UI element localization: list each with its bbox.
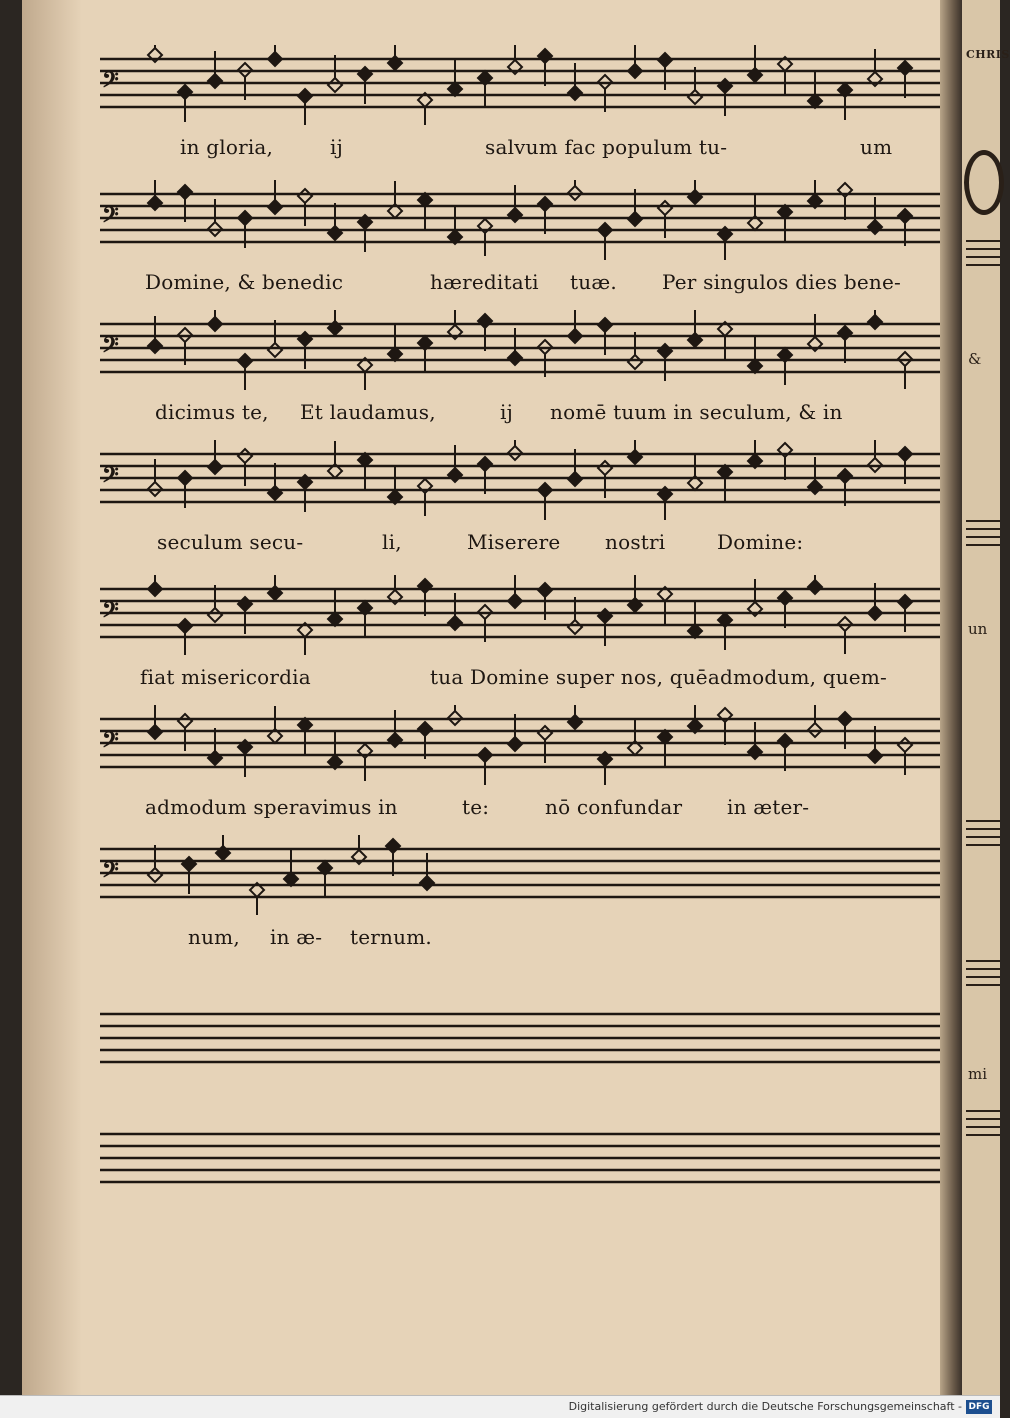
funding-credit: Digitalisierung gefördert durch die Deutsche Forschungsgemeinschaft - — [568, 1400, 962, 1413]
note-head — [298, 332, 312, 346]
clef-icon: 𝄢 — [102, 68, 119, 98]
note-head — [808, 480, 822, 494]
note-head — [658, 344, 672, 358]
note-head — [182, 857, 196, 871]
note-head — [298, 89, 312, 103]
clef-icon: 𝄢 — [102, 333, 119, 363]
note-head — [268, 343, 282, 357]
note-head — [148, 868, 162, 882]
note-head — [628, 355, 642, 369]
staff-lines — [100, 1000, 940, 1080]
note-head — [688, 90, 702, 104]
lyric-text: fiat misericordia — [140, 665, 311, 689]
note-head — [898, 595, 912, 609]
note-head — [838, 326, 852, 340]
note-head — [508, 351, 522, 365]
lyric-text: nostri — [605, 530, 666, 554]
note-head — [448, 616, 462, 630]
staff — [100, 310, 940, 390]
note-head — [598, 223, 612, 237]
clef-icon: 𝄢 — [102, 598, 119, 628]
staff — [100, 440, 940, 520]
lyric-text: Miserere — [467, 530, 561, 554]
music-system — [100, 440, 940, 570]
book-gutter — [940, 0, 962, 1395]
note-head — [508, 208, 522, 222]
lyric-text: tua Domine super nos, quēadmodum, quem- — [430, 665, 887, 689]
music-system — [100, 835, 940, 965]
note-head — [808, 580, 822, 594]
note-head — [598, 461, 612, 475]
note-head — [148, 582, 162, 596]
note-head — [868, 606, 882, 620]
empty-staff — [100, 1000, 940, 1080]
note-head — [178, 619, 192, 633]
note-head — [718, 79, 732, 93]
note-head — [208, 317, 222, 331]
note-head — [898, 447, 912, 461]
staff — [100, 45, 940, 125]
note-head — [898, 209, 912, 223]
staff — [100, 180, 940, 260]
note-head — [538, 726, 552, 740]
note-head — [538, 49, 552, 63]
staff — [100, 835, 940, 915]
clef-icon: 𝄢 — [102, 728, 119, 758]
note-head — [148, 725, 162, 739]
note-head — [420, 876, 434, 890]
lyric-text: dicimus te, — [155, 400, 269, 424]
note-head — [238, 211, 252, 225]
note-head — [148, 339, 162, 353]
note-head — [418, 722, 432, 736]
note-head — [268, 52, 282, 66]
lyric-text: nō confundar — [545, 795, 683, 819]
facing-word: & — [968, 350, 982, 368]
music-system — [100, 310, 940, 440]
lyric-text: Domine: — [717, 530, 804, 554]
facing-word: mi — [968, 1065, 988, 1083]
lyric-text: seculum secu- — [157, 530, 304, 554]
staff — [100, 705, 940, 785]
note-head — [658, 53, 672, 67]
note-head — [538, 583, 552, 597]
note-head — [328, 226, 342, 240]
note-head — [868, 315, 882, 329]
lyric-text: num, — [188, 925, 240, 949]
note-head — [358, 67, 372, 81]
note-head — [178, 714, 192, 728]
page-shadow — [22, 0, 82, 1395]
lyric-text: nomē tuum in seculum, & in — [550, 400, 843, 424]
lyric-text: um — [860, 135, 893, 159]
note-head — [568, 715, 582, 729]
lyric-text: te: — [462, 795, 490, 819]
note-head — [688, 190, 702, 204]
note-head — [268, 200, 282, 214]
note-head — [478, 457, 492, 471]
note-head — [478, 314, 492, 328]
note-head — [568, 620, 582, 634]
dfg-logo: DFG — [966, 1400, 992, 1414]
note-head — [598, 609, 612, 623]
lyric-text: in æter- — [727, 795, 810, 819]
note-head — [538, 197, 552, 211]
facing-page-header: CHRIS — [966, 48, 1010, 61]
lyric-text: ternum. — [350, 925, 432, 949]
lyric-text: hæreditati — [430, 270, 539, 294]
lyric-text: li, — [382, 530, 402, 554]
note-head — [178, 185, 192, 199]
note-head — [838, 469, 852, 483]
note-head — [838, 712, 852, 726]
note-head — [538, 483, 552, 497]
note-head — [508, 594, 522, 608]
note-head — [178, 471, 192, 485]
lyric-text: tuæ. — [570, 270, 617, 294]
note-head — [778, 734, 792, 748]
note-head — [598, 318, 612, 332]
note-head — [868, 749, 882, 763]
note-head — [268, 486, 282, 500]
lyric-text: Et laudamus, — [300, 400, 436, 424]
lyric-text: admodum speravimus in — [145, 795, 398, 819]
music-system — [100, 180, 940, 310]
note-head — [658, 201, 672, 215]
note-head — [628, 450, 642, 464]
note-head — [298, 189, 312, 203]
clef-icon: 𝄢 — [102, 463, 119, 493]
note-head — [628, 212, 642, 226]
note-head — [386, 839, 400, 853]
note-head — [508, 737, 522, 751]
note-head — [208, 751, 222, 765]
facing-staff — [966, 960, 1000, 994]
lyric-text: salvum fac populum tu- — [485, 135, 728, 159]
note-head — [328, 78, 342, 92]
note-head — [208, 460, 222, 474]
lyric-text: ij — [500, 400, 513, 424]
facing-word: un — [968, 620, 988, 638]
lyric-text: in gloria, — [180, 135, 274, 159]
note-head — [868, 220, 882, 234]
facing-staff — [966, 820, 1000, 854]
clef-icon: 𝄢 — [102, 203, 119, 233]
lyric-text: in æ- — [270, 925, 323, 949]
empty-staff — [100, 1120, 940, 1200]
lyric-text: Domine, & benedic — [145, 270, 344, 294]
note-head — [208, 608, 222, 622]
clef-icon: 𝄢 — [102, 858, 119, 888]
note-head — [568, 472, 582, 486]
note-head — [898, 738, 912, 752]
note-head — [238, 354, 252, 368]
initial-letter-o — [964, 150, 1004, 215]
note-head — [748, 745, 762, 759]
note-head — [238, 449, 252, 463]
staff-lines — [100, 1120, 940, 1200]
note-head — [418, 579, 432, 593]
staff — [100, 575, 940, 655]
facing-staff — [966, 520, 1000, 554]
note-head — [628, 64, 642, 78]
music-system — [100, 45, 940, 175]
facing-staff — [966, 1110, 1000, 1144]
lyric-text: Per singulos dies bene- — [662, 270, 901, 294]
note-head — [178, 85, 192, 99]
note-head — [478, 748, 492, 762]
note-head — [388, 733, 402, 747]
note-head — [568, 329, 582, 343]
music-system — [100, 575, 940, 705]
note-head — [148, 196, 162, 210]
note-head — [778, 591, 792, 605]
note-head — [448, 468, 462, 482]
note-head — [208, 74, 222, 88]
facing-page-edge — [962, 0, 1010, 1395]
music-system — [100, 705, 940, 835]
note-head — [898, 61, 912, 75]
footer-bar — [0, 1395, 1000, 1418]
lyric-text: ij — [330, 135, 343, 159]
note-head — [238, 597, 252, 611]
note-head — [568, 86, 582, 100]
facing-staff — [966, 240, 1000, 274]
